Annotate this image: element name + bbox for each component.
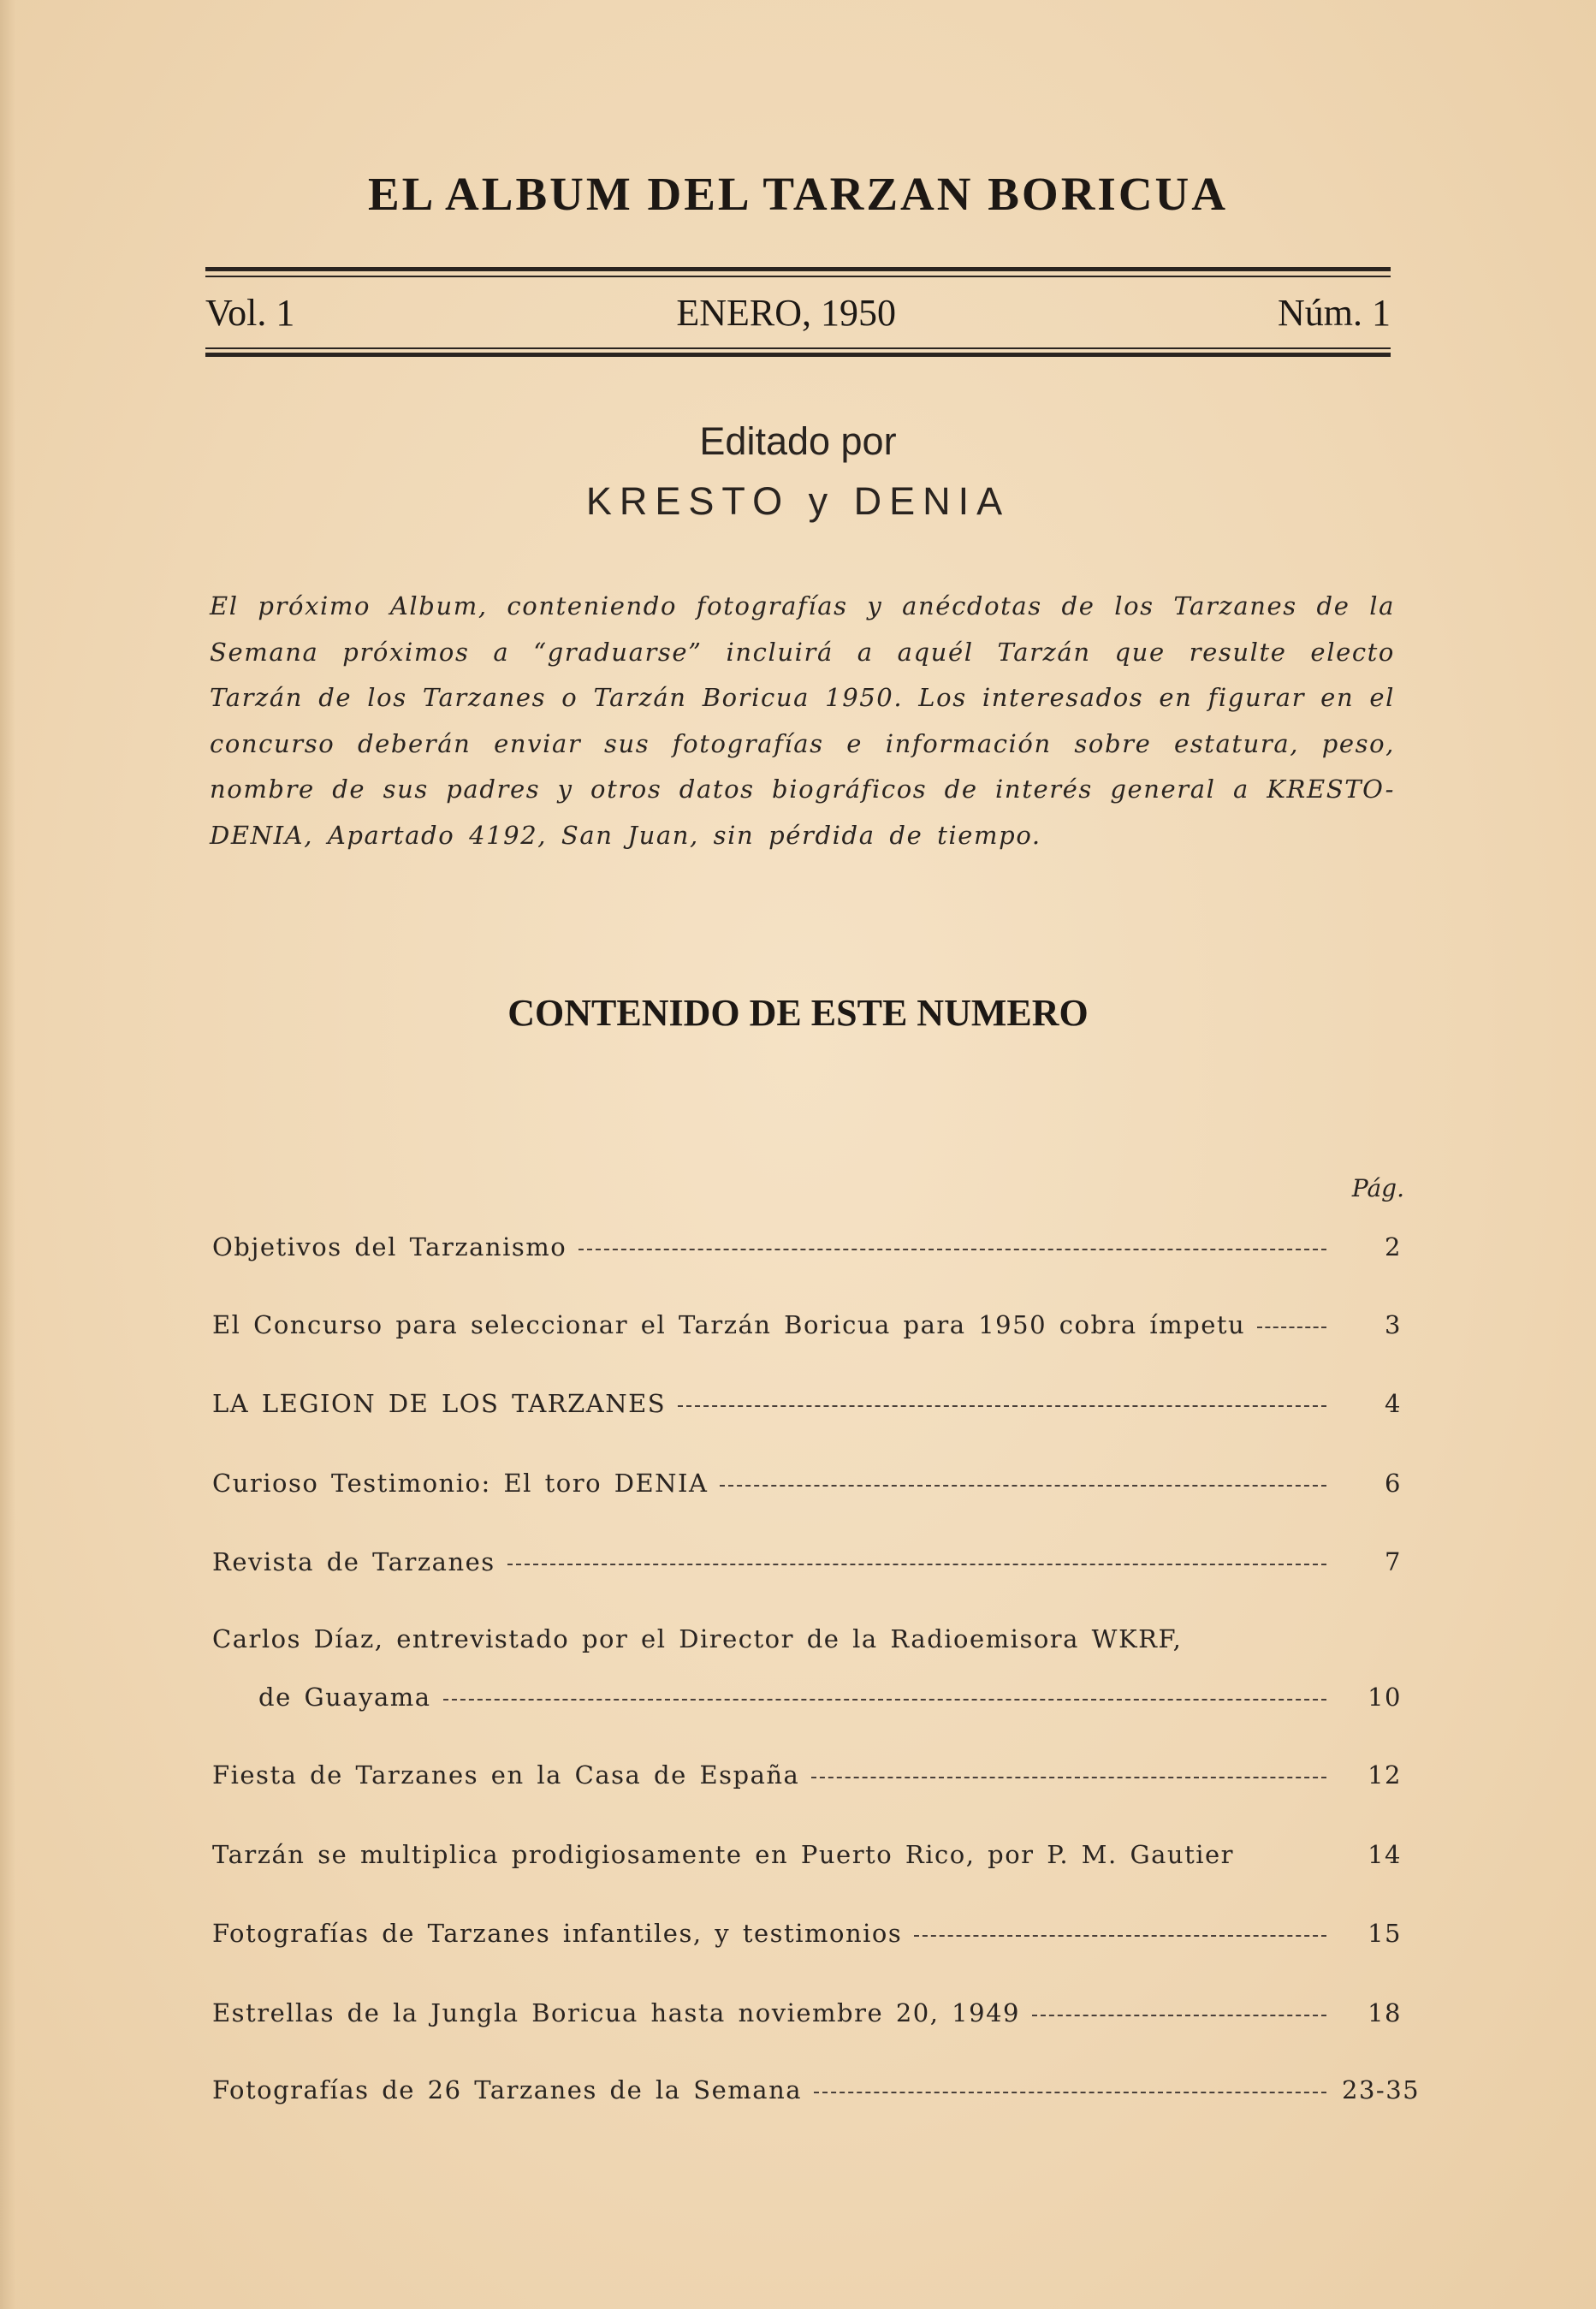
- dot-leader: [811, 1777, 1326, 1778]
- dot-leader: [578, 1249, 1326, 1250]
- toc-entry-page: 3: [1385, 1310, 1402, 1339]
- page-edge: [0, 0, 15, 2309]
- dot-leader: [814, 2092, 1326, 2093]
- toc-entry[interactable]: [212, 1469, 1402, 1498]
- toc-entry-title: Estrellas de la Jungla Boricua hasta noviembre 20, 1949: [212, 1998, 1020, 2027]
- toc-entry[interactable]: [212, 2075, 1421, 2104]
- toc-entry-page: 4: [1385, 1389, 1402, 1418]
- toc-entry-page: 18: [1368, 1998, 1402, 2027]
- toc-entry[interactable]: [212, 1547, 1402, 1576]
- toc-entry-page: 2: [1385, 1232, 1402, 1261]
- contents-heading: CONTENIDO DE ESTE NUMERO: [507, 992, 1089, 1034]
- toc-entry-page: 12: [1368, 1760, 1402, 1790]
- toc-entry[interactable]: [212, 1389, 1402, 1418]
- dot-leader: [678, 1405, 1326, 1407]
- toc-entry-page: 23-35: [1342, 2075, 1421, 2104]
- dot-leader: [507, 1564, 1326, 1565]
- dot-leader: [1257, 1327, 1326, 1328]
- dot-leader: [443, 1699, 1326, 1701]
- toc-entry[interactable]: [212, 1232, 1402, 1261]
- toc-entry-page: 6: [1385, 1469, 1402, 1498]
- toc-entry-title: Curioso Testimonio: El toro DENIA: [212, 1469, 709, 1498]
- masthead-title: EL ALBUM DEL TARZAN BORICUA: [368, 168, 1228, 220]
- toc-entry-title: Fotografías de 26 Tarzanes de la Semana: [212, 2075, 803, 2104]
- issue-date: ENERO, 1950: [676, 292, 896, 334]
- toc-entry-title: Tarzán se multiplica prodigiosamente en Puerto Rico, por P. M. Gautier: [212, 1840, 1235, 1869]
- toc-entry[interactable]: [212, 1310, 1402, 1339]
- toc-entry-title-continued: de Guayama: [258, 1683, 431, 1712]
- toc-entry-page: 10: [1368, 1683, 1402, 1712]
- toc-entry[interactable]: [212, 1998, 1402, 2027]
- toc-entry-title: Carlos Díaz, entrevistado por el Director de la Radioemisora WKRF,: [212, 1624, 1183, 1653]
- bottom-double-rule: [205, 347, 1391, 357]
- toc-entry[interactable]: [212, 1760, 1402, 1790]
- dot-leader: [1032, 2015, 1326, 2016]
- toc-entry-title: El Concurso para seleccionar el Tarzán Boricua para 1950 cobra ímpetu: [212, 1310, 1246, 1339]
- toc-entry[interactable]: [212, 1624, 1402, 1653]
- toc-entry-title: LA LEGION DE LOS TARZANES: [212, 1389, 667, 1418]
- top-double-rule: [205, 267, 1391, 277]
- issue-number: Núm. 1: [1277, 292, 1391, 334]
- volume-label: Vol. 1: [205, 292, 295, 334]
- contest-notice: El próximo Album, conteniendo fotografías y anécdotas de los Tarzanes de la Semana próximos a “graduarse” incluirá a aquél Tarzán que resulte electo Tarzán de los Tarzanes o Tarzán Boricua 1950. Los interesados en figurar en el concurso deberán enviar sus fotografías e información sobre estatura, peso, nombre de sus padres y otros datos biográficos de interés general a KRESTO-DENIA, Apartado 4192, San Juan, sin pérdida de tiempo.: [210, 591, 1395, 850]
- editor-names: KRESTO y DENIA: [585, 479, 1011, 523]
- toc-entry-title: Fiesta de Tarzanes en la Casa de España: [212, 1760, 800, 1790]
- toc-entry[interactable]: [212, 1840, 1402, 1869]
- toc-entry-title: Revista de Tarzanes: [212, 1547, 495, 1576]
- dot-leader: [914, 1935, 1326, 1937]
- toc-entry-title: Fotografías de Tarzanes infantiles, y testimonios: [212, 1919, 903, 1948]
- toc-entry-continuation[interactable]: [258, 1683, 1402, 1712]
- toc-entry[interactable]: [212, 1919, 1402, 1948]
- toc-entry-page: 14: [1368, 1840, 1402, 1869]
- page-column-label: Pág.: [1351, 1174, 1404, 1202]
- toc-entry-page: 7: [1385, 1547, 1402, 1576]
- issue-line: [205, 291, 1391, 335]
- toc-entry-title: Objetivos del Tarzanismo: [212, 1232, 567, 1261]
- toc-entry-page: 15: [1368, 1919, 1402, 1948]
- edited-by-label: Editado por: [699, 419, 897, 463]
- dot-leader: [720, 1485, 1326, 1487]
